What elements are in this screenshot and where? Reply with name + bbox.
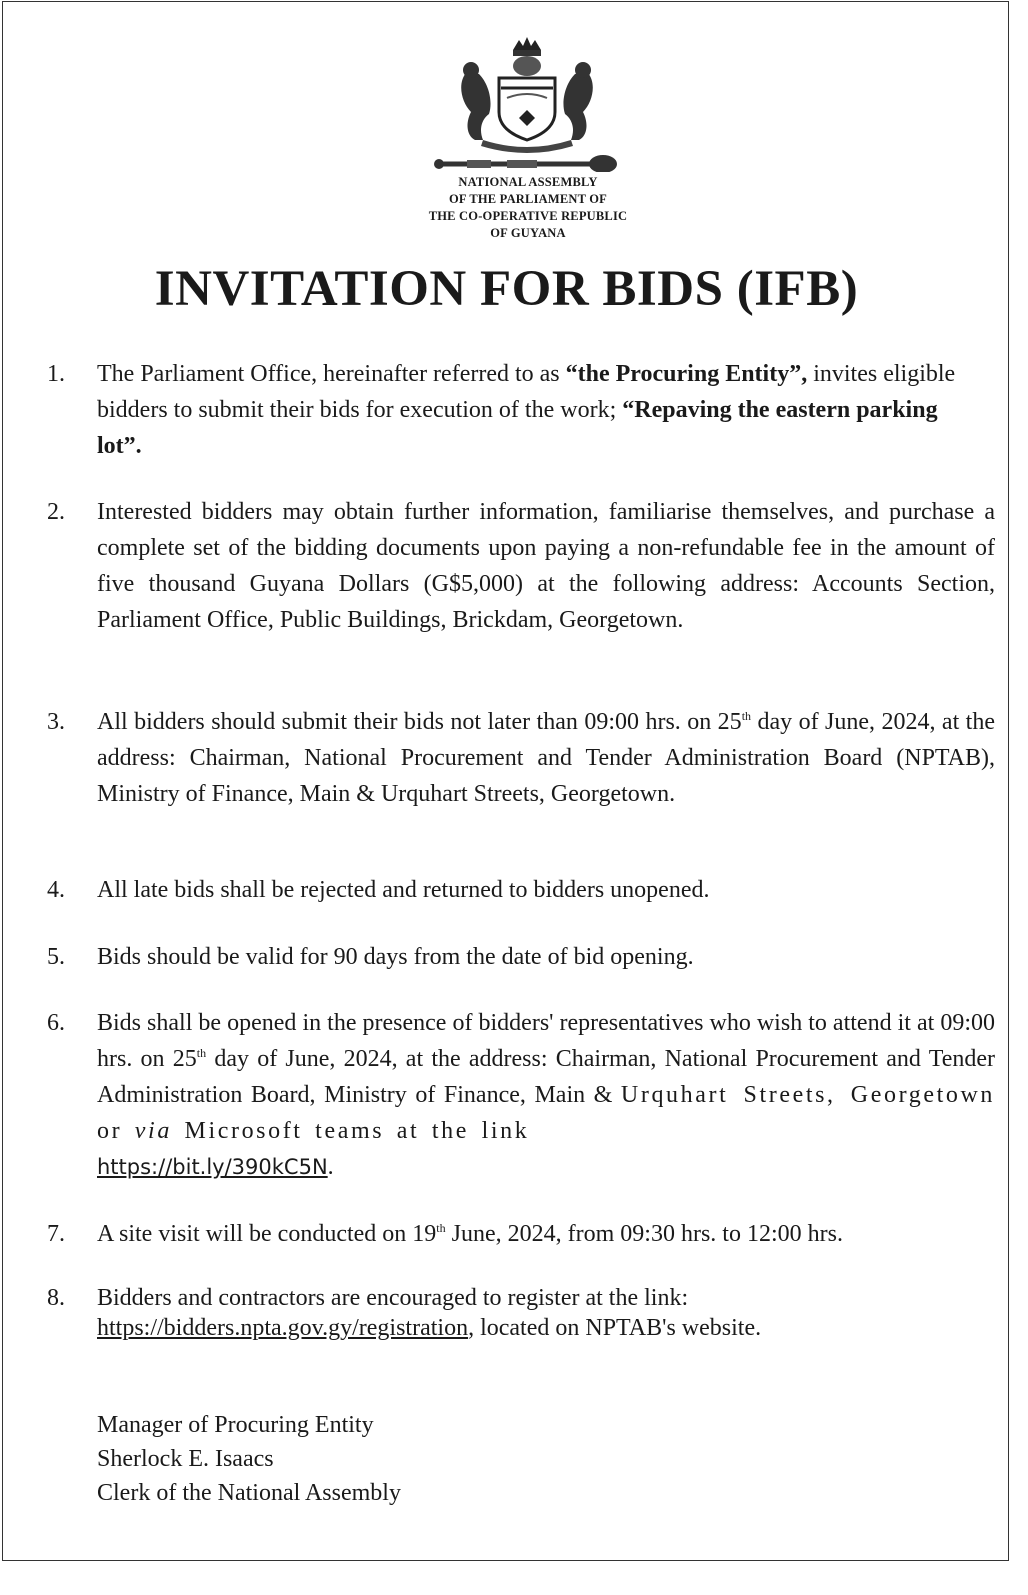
item-text: A site visit will be conducted on 19th June, 2024, from 09:30 hrs. to 12:00 hrs. xyxy=(97,1221,843,1247)
work-title: “Repaving the eastern parking lot”. xyxy=(97,397,938,459)
notice-title: INVITATION FOR BIDS (IFB) xyxy=(154,261,859,317)
organization-name xyxy=(383,174,673,242)
item-text: The Parliament Office, hereinafter referred to as “the Procuring Entity”, invites eligible bidders to submit their bids for execution of the work; “Repaving the eastern parking lot”. xyxy=(97,361,956,459)
org-line-2: OF THE PARLIAMENT OF xyxy=(448,192,608,206)
item-text: All late bids shall be rejected and returned to bidders unopened. xyxy=(97,877,710,903)
item-number: 1. xyxy=(47,361,65,387)
item-number: 8. xyxy=(47,1285,65,1311)
item-number: 4. xyxy=(47,877,65,903)
item-number: 6. xyxy=(47,1010,65,1036)
item-text: Bids shall be opened in the presence of bidders' representatives who wish to attend it at 09:00 hrs. on 25th day of June, 2024, at the address: Chairman, National Procurement and Tender Administration Board, Ministry of Finance, Main & Urquhart Streets, Georgetown or via Microsoft teams at the link https://bit.ly/390kC5N. xyxy=(97,1010,996,1180)
signatory-role: Manager of Procuring Entity xyxy=(97,1412,374,1438)
item-text: Interested bidders may obtain further information, familiarise themselves, and purchase a complete set of the bidding documents upon paying a non-refundable fee in the amount of five thousand Guyana Dollars (G$5,000) at the following address: Accounts Section, Parliament Office, Public Buildings, Brickdam, Georgetown. xyxy=(97,499,995,633)
item-text: Bidders and contractors are encouraged to register at the link: https://bidders.npta.gov.gy/registration, located on NPTAB's website. xyxy=(97,1285,762,1341)
signatory-name: Sherlock E. Isaacs xyxy=(97,1446,274,1472)
item-number: 7. xyxy=(47,1221,65,1247)
item-text: Bids should be valid for 90 days from the date of bid opening. xyxy=(97,944,694,970)
item-number: 2. xyxy=(47,499,65,525)
registration-link[interactable]: https://bidders.npta.gov.gy/registration xyxy=(97,1315,469,1341)
notice-page xyxy=(2,1,1009,1561)
item-number: 3. xyxy=(47,709,65,735)
org-line-4: OF GUYANA xyxy=(490,226,566,240)
signature-block xyxy=(97,1408,401,1510)
item-number: 5. xyxy=(47,944,65,970)
procuring-entity-name: “the Procuring Entity”, xyxy=(565,361,808,387)
coat-of-arms-emblem xyxy=(427,32,627,172)
org-line-3: THE CO-OPERATIVE REPUBLIC xyxy=(428,209,628,223)
item-text: All bidders should submit their bids not later than 09:00 hrs. on 25th day of June, 2024, at the address: Chairman, National Procurement and Tender Administration Board (NPTAB), Ministry of Finance, Main & Urquhart Streets, Georgetown. xyxy=(97,709,996,807)
org-line-1: NATIONAL ASSEMBLY xyxy=(458,175,598,189)
signatory-title: Clerk of the National Assembly xyxy=(97,1480,401,1506)
teams-meeting-link[interactable]: https://bit.ly/390kC5N xyxy=(97,1155,328,1179)
